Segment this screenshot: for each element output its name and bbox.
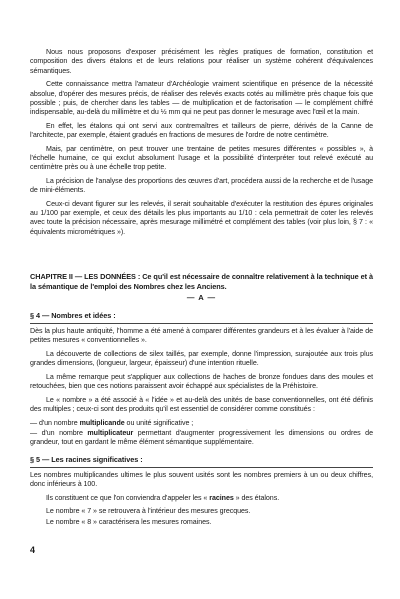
section-divider — [30, 323, 373, 324]
paragraph: Cette connaissance mettra l'amateur d'Archéologie vraiment scientifique en présence de la nécessité absolue, d'opérer des mesures précis, de réaliser des relevés exacts cotés au millimètre près chaque fois que possible ; puis, de chercher dans les tables — de multiplication et de factorisation — le complément chiffré indispensable, au-delà du millimètre et du ½ mm qui ne peut pas donner le mesurage avec l'œil et la main. — [30, 80, 373, 117]
paragraph: Le nombre « 8 » caractérisera les mesures romaines. — [46, 517, 212, 526]
paragraph: La même remarque peut s'appliquer aux collections de haches de bronze fondues dans des moules et retouchées, bien que ces notions paraissent avoir échappé aux spécialistes de la Préhistoire. — [30, 372, 373, 391]
paragraph: Mais, par centimètre, on peut trouver une trentaine de petites mesures différentes « possibles », à l'échelle humaine, ce qui exclut absolument l'usage et la possibilité d'interpréter tout relevé exécuté au centimètre près ou à une échelle trop petite. — [30, 144, 373, 172]
paragraph: Les nombres multiplicandes ultimes le plus souvent usités sont les nombres premiers à un ou deux chiffres, donc inférieurs à 100. — [30, 470, 373, 489]
document-page — [30, 48, 373, 531]
paragraph: En effet, les étalons qui ont servi aux contremaîtres et tailleurs de pierre, dérivés de la Canne de l'architecte, par exemple, étaient gradués en fractions de mesures de l'ordre de notre centimètre. — [30, 121, 373, 140]
list-item-prefix: — d'un nombre — [30, 418, 80, 427]
text-run: » des étalons. — [233, 493, 280, 502]
chapter-title: CHAPITRE II — LES DONNÉES : Ce qu'il est nécessaire de connaître relativement à la technique et à la sémantique de l'emploi des Nombres chez les Anciens. — [30, 272, 373, 291]
paragraph: Le « nombre » a été associé à « l'idée » et au-delà des unités de base conventionnelles, ont été définis des multiples ; ceux-ci sont des produits qu'il est essentiel de considérer comme constitués : — [30, 395, 373, 413]
section-divider — [30, 467, 373, 468]
paragraph: Ceux-ci devant figurer sur les relevés, il serait souhaitable d'exécuter la restitution des épures originales au 1/100 par exemple, et ceux des détails les plus importants au 1/10 : cela permettrait de coter les relevés avec toute la précision nécessaire, après mesurage millimétré et complément des tables (voir plus loin, § 7 : « équivalents micrométriques »). — [30, 199, 373, 236]
paragraph: La précision de l'analyse des proportions des œuvres d'art, procédera aussi de la recherche et de l'usage de mini-éléments. — [30, 176, 373, 195]
text-run: Ils constituent ce que l'on conviendra d'appeler les « — [46, 493, 210, 502]
paragraph: Le nombre « 7 » se retrouvera à l'intérieur des mesures grecques. — [46, 507, 251, 516]
paragraph: Nous nous proposons d'exposer précisément les règles pratiques de formation, constitution et composition des divers étalons et de leurs relations pour réaliser un système cohérent d'équivalences sémantiques. — [30, 48, 373, 75]
page-number: 4 — [30, 545, 36, 555]
term-racines: racines — [209, 493, 234, 502]
term-multiplicande: multiplicande — [79, 418, 125, 427]
section-marker: — A — — [186, 293, 217, 303]
paragraph: La découverte de collections de silex taillés, par exemple, donne l'impression, surajoutée aux trois plus grandes dimensions, (longueur, largeur, épaisseur) d'une intention rituelle. — [30, 349, 373, 368]
list-item-suffix: ou unité significative ; — [124, 418, 194, 427]
list-item — [30, 429, 373, 448]
list-item-prefix: — d'un nombre — [30, 428, 88, 437]
section-4-heading: § 4 — Nombres et idées : — [30, 310, 116, 320]
section-5-heading: § 5 — Les racines significatives : — [30, 454, 143, 464]
list-item — [30, 419, 373, 428]
paragraph: Dès la plus haute antiquité, l'homme a été amené à comparer différentes grandeurs et à les évaluer à l'aide de petites mesures « conventionnelles ». — [30, 327, 373, 345]
paragraph — [30, 494, 373, 503]
term-multiplicateur: multiplicateur — [87, 428, 134, 437]
list-item-suffix: permettant d'augmenter progressivement les dimensions ou ordres de grandeur, tout en gardant le même élément sémantique supplémentaire. — [30, 428, 373, 447]
